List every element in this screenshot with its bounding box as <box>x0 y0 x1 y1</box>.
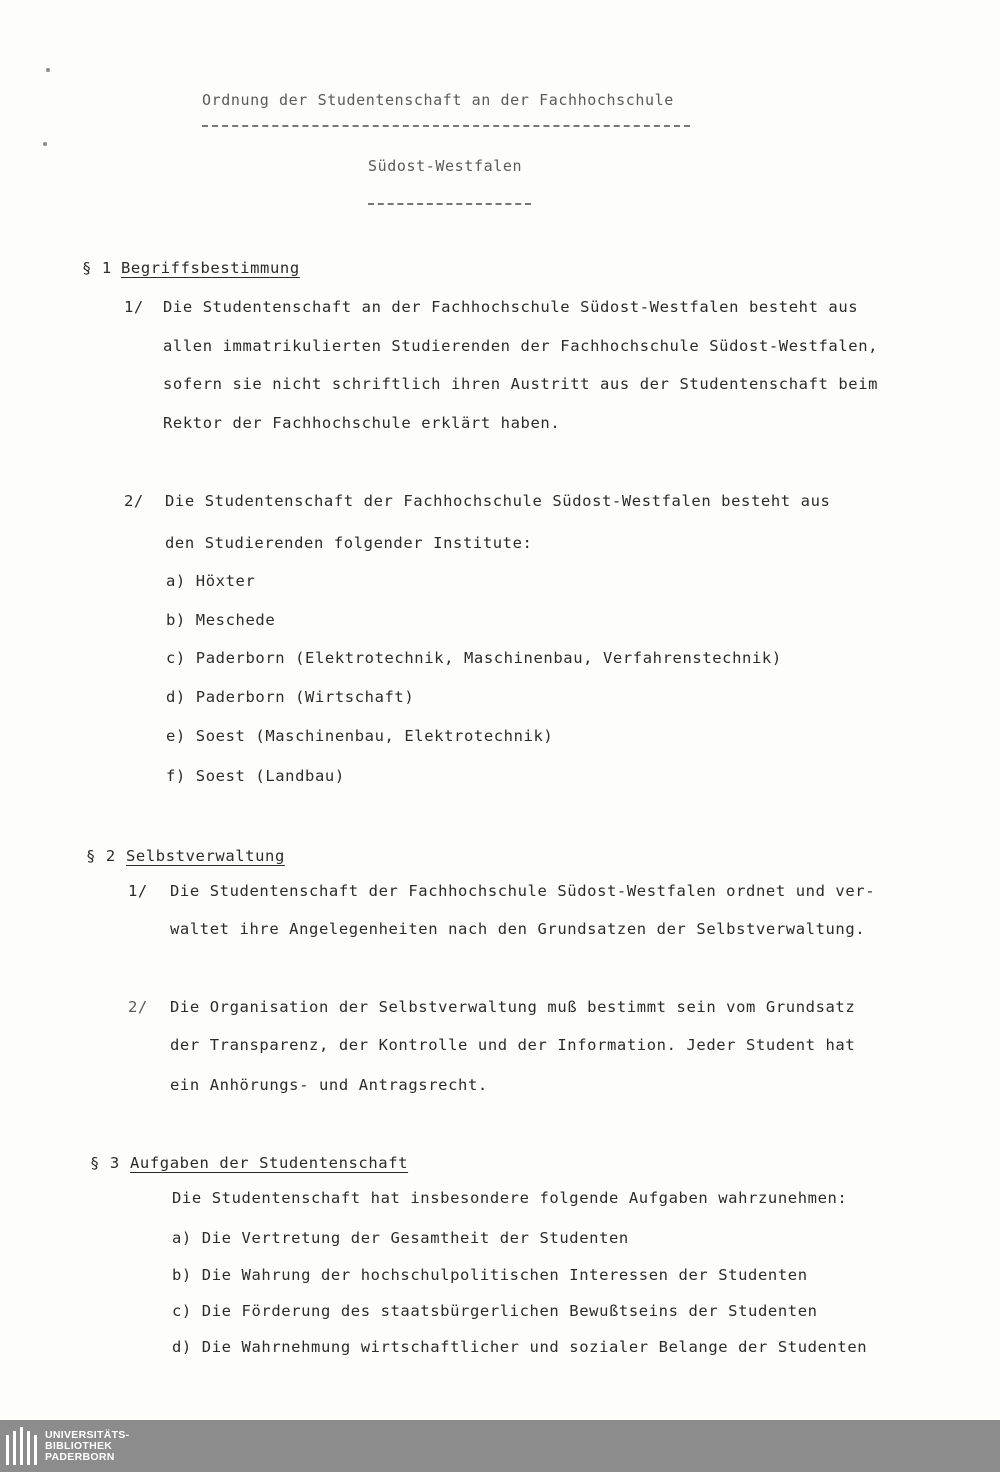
s3-list-item: b) Die Wahrung der hochschulpolitischen Interessen der Studenten <box>172 1266 808 1284</box>
paper-speck <box>46 68 50 72</box>
s1-list-item: f) Soest (Landbau) <box>166 767 345 785</box>
doc-title-line1: Ordnung der Studentenschaft an der Fachhochschule <box>202 91 674 109</box>
s1-para1-line: Rektor der Fachhochschule erklärt haben. <box>163 414 561 432</box>
s2-para1-number: 1/ <box>128 882 148 900</box>
s3-list-item: c) Die Förderung des staatsbürgerlichen Bewußtseins der Studenten <box>172 1302 818 1320</box>
doc-title-line2: Südost-Westfalen <box>368 157 523 175</box>
s1-para1-line: allen immatrikulierten Studierenden der Fachhochschule Südost-Westfalen, <box>163 337 879 355</box>
s1-para1-line: sofern sie nicht schriftlich ihren Austritt aus der Studentenschaft beim <box>163 375 879 393</box>
library-logo-text <box>45 1430 129 1463</box>
title-rule <box>202 125 690 127</box>
s3-list-item: a) Die Vertretung der Gesamtheit der Studenten <box>172 1229 629 1247</box>
s2-para2-line: der Transparenz, der Kontrolle und der Information. Jeder Student hat <box>170 1036 856 1054</box>
s2-para2-line: ein Anhörungs- und Antragsrecht. <box>170 1076 488 1094</box>
library-logo-line: BIBLIOTHEK <box>45 1439 113 1452</box>
s1-list-item: c) Paderborn (Elektrotechnik, Maschinenbau, Verfahrenstechnik) <box>166 649 782 667</box>
s3-list-item: d) Die Wahrnehmung wirtschaftlicher und sozialer Belange der Studenten <box>172 1338 868 1356</box>
section-3-heading: Aufgaben der Studentenschaft <box>130 1154 409 1172</box>
s1-list-item: b) Meschede <box>166 611 276 629</box>
s1-list-item: d) Paderborn (Wirtschaft) <box>166 688 415 706</box>
s1-para2-line: den Studierenden folgender Institute: <box>165 534 533 552</box>
library-logo-icon <box>6 1427 37 1465</box>
subtitle-rule <box>368 203 531 205</box>
s1-para2-line: Die Studentenschaft der Fachhochschule Südost-Westfalen besteht aus <box>165 492 831 510</box>
s2-para1-line: waltet ihre Angelegenheiten nach den Grundsatzen der Selbstverwaltung. <box>170 920 866 938</box>
s2-para1-line: Die Studentenschaft der Fachhochschule Südost-Westfalen ordnet und ver- <box>170 882 876 900</box>
s1-para1-number: 1/ <box>124 298 144 316</box>
library-logo-line: PADERBORN <box>45 1450 115 1463</box>
library-logo-line: UNIVERSITÄTS- <box>45 1428 130 1441</box>
section-2-heading: Selbstverwaltung <box>126 847 285 865</box>
s3-intro: Die Studentenschaft hat insbesondere folgende Aufgaben wahrzunehmen: <box>172 1189 848 1207</box>
s1-para1-line: Die Studentenschaft an der Fachhochschule Südost-Westfalen besteht aus <box>163 298 859 316</box>
paper-speck <box>43 142 47 146</box>
s1-list-item: a) Höxter <box>166 572 256 590</box>
section-2-number: § 2 <box>86 847 116 865</box>
s2-para2-line: Die Organisation der Selbstverwaltung muß bestimmt sein vom Grundsatz <box>170 998 856 1016</box>
section-1-heading: Begriffsbestimmung <box>121 259 300 277</box>
section-3-number: § 3 <box>90 1154 120 1172</box>
s1-list-item: e) Soest (Maschinenbau, Elektrotechnik) <box>166 727 554 745</box>
s1-para2-number: 2/ <box>124 492 144 510</box>
s2-para2-number: 2/ <box>128 998 148 1016</box>
section-1-number: § 1 <box>82 259 112 277</box>
library-footer-bar <box>0 1420 1000 1472</box>
